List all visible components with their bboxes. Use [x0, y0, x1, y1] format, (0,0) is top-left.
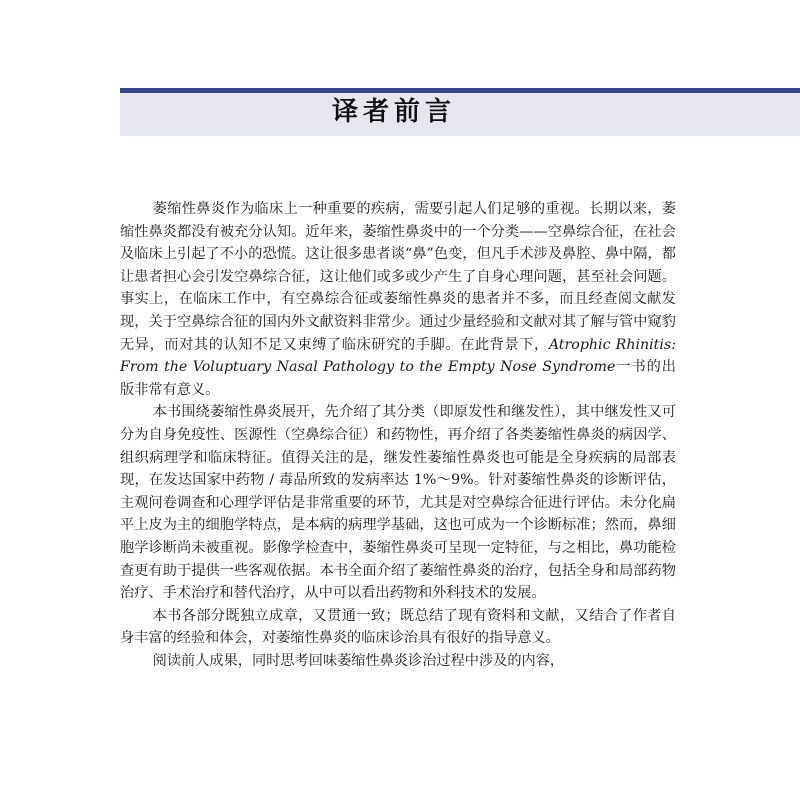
page-title: 译者前言: [332, 97, 457, 127]
title-banner: [120, 88, 800, 136]
paragraph-4: 阅读前人成果，同时思考回味萎缩性鼻炎诊治过程中涉及的内容，: [152, 652, 565, 669]
paragraph-1: [120, 198, 676, 401]
preface-body: [120, 198, 676, 672]
paragraph-1-text: 萎缩性鼻炎作为临床上一种重要的疾病，需要引起人们足够的重视。长期以来，萎缩性鼻炎都没有被充分认知。近年来，萎缩性鼻炎中的一个分类——空鼻综合征，在社会及临床上引起了不小的恐慌。这让很多患者谈“鼻”色变，但凡手术涉及鼻腔、鼻中隔，都让患者担心会引发空鼻综合征，这让他们或多或少产生了自身心理问题，甚至社会问题。事实上，在临床工作中，有空鼻综合征或萎缩性鼻炎的患者并不多，而且经查阅文献发现，关于空鼻综合征的国内外文献资料非常少。通过少量经验和文献对其了解与管中窥豹无异，而对其的认知不足又束缚了临床研究的手脚。在此背景下，: [120, 201, 676, 353]
paragraph-1-end: 一书的出版非常有意义。: [120, 359, 676, 398]
paragraph-2: 本书围绕萎缩性鼻炎展开，先介绍了其分类（即原发性和继发性），其中继发性又可分为自身免疫性、医源性（空鼻综合征）和药物性，再介绍了各类萎缩性鼻炎的病因学、组织病理学和临床特征。值得关注的是，继发性萎缩性鼻炎也可能是全身疾病的局部表现，在发达国家中药物 / 毒品所致的发病率达 1%～9%。针对萎缩性鼻炎的诊断评估，主观问卷调查和心理学评估是非常重要的环节，尤其是对空鼻综合征进行评估。未分化扁平上皮为主的细胞学特点，是本病的病理学基础，这也可成为一个诊断标准；然而，鼻细胞学诊断尚未被重视。影像学检查中，萎缩性鼻炎可呈现一定特征，与之相比，鼻功能检查更有助于提供一些客观依据。本书全面介绍了萎缩性鼻炎的治疗，包括全身和局部药物治疗、手术治疗和替代治疗，从中可以看出药物和外科技术的发展。: [120, 404, 676, 602]
book-title: Atrophic Rhinitis: From the Voluptuary Nasal Pathology to the Empty Nose Syndrome: [120, 336, 676, 376]
title-rule: [120, 88, 800, 93]
paragraph-3: 本书各部分既独立成章，又贯通一致；既总结了现有资料和文献，又结合了作者自身丰富的经验和体会，对萎缩性鼻炎的临床诊治具有很好的指导意义。: [120, 607, 676, 647]
